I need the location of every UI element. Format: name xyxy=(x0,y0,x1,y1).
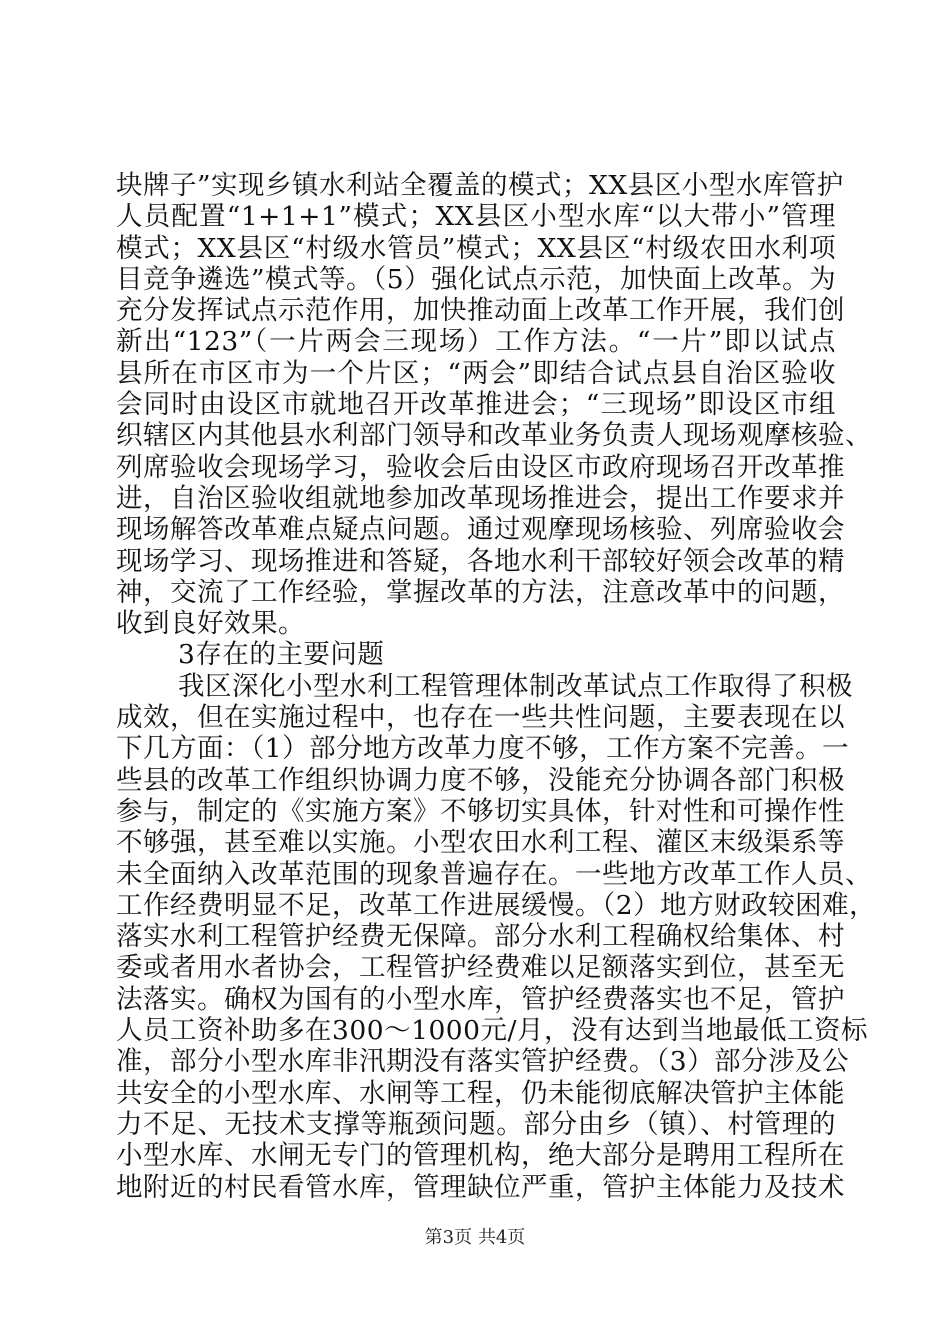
text-line: 现场学习、现场推进和答疑，各地水利干部较好领会改革的精 xyxy=(116,545,845,577)
text-line: 不够强，甚至难以实施。小型农田水利工程、灌区末级渠系等 xyxy=(116,827,845,859)
text-line: 小型水库、水闸无专门的管理机构，绝大部分是聘用工程所在 xyxy=(116,1140,845,1172)
text-line: 成效，但在实施过程中，也存在一些共性问题，主要表现在以 xyxy=(116,702,845,734)
text-line: 神，交流了工作经验，掌握改革的方法，注意改革中的问题， xyxy=(116,576,845,608)
text-line: 下几方面：（1）部分地方改革力度不够，工作方案不完善。一 xyxy=(116,733,850,765)
text-line: 收到良好效果。 xyxy=(116,608,305,640)
text-line: 模式；XX县区“村级水管员”模式；XX县区“村级农田水利项 xyxy=(116,232,836,264)
text-line: 落实水利工程管护经费无保障。部分水利工程确权给集体、村 xyxy=(116,921,845,953)
text-line: 目竞争遴选”模式等。（5）强化试点示范，加快面上改革。为 xyxy=(116,263,837,295)
text-line: 列席验收会现场学习，验收会后由设区市政府现场召开改革推 xyxy=(116,451,845,483)
section-heading: 3存在的主要问题 xyxy=(178,639,385,671)
text-line: 人员工资补助多在300～1000元/月，没有达到当地最低工资标 xyxy=(116,1015,868,1047)
text-line: 织辖区内其他县水利部门领导和改革业务负责人现场观摩核验、 xyxy=(116,420,872,452)
text-line: 地附近的村民看管水库，管理缺位严重，管护主体能力及技术 xyxy=(116,1171,845,1203)
text-line: 块牌子”实现乡镇水利站全覆盖的模式；XX县区小型水库管护 xyxy=(116,170,844,201)
text-line: 法落实。确权为国有的小型水库，管护经费落实也不足，管护 xyxy=(116,983,845,1015)
body-text xyxy=(116,170,877,1203)
text-line: 共安全的小型水库、水闸等工程，仍未能彻底解决管护主体能 xyxy=(116,1077,845,1109)
text-line: 新出“123”（一片两会三现场）工作方法。“一片”即以试点 xyxy=(116,326,836,358)
text-line: 县所在市区市为一个片区；“两会”即结合试点县自治区验收 xyxy=(116,357,836,389)
text-line: 人员配置“1+1+1”模式；XX县区小型水库“以大带小”管理 xyxy=(116,201,836,233)
text-line: 力不足、无技术支撑等瓶颈问题。部分由乡（镇）、村管理的 xyxy=(116,1108,836,1140)
text-line: 现场解答改革难点疑点问题。通过观摩现场核验、列席验收会 xyxy=(116,514,845,546)
text-line: 些县的改革工作组织协调力度不够，没能充分协调各部门积极 xyxy=(116,764,845,796)
text-line: 会同时由设区市就地召开改革推进会；“三现场”即设区市组 xyxy=(116,389,836,421)
text-line: 工作经费明显不足，改革工作进展缓慢。（2）地方财政较困难， xyxy=(116,889,877,921)
text-line: 充分发挥试点示范作用，加快推动面上改革工作开展，我们创 xyxy=(116,295,845,327)
text-line: 准，部分小型水库非汛期没有落实管护经费。（3）部分涉及公 xyxy=(116,1046,850,1078)
text-line: 我区深化小型水利工程管理体制改革试点工作取得了积极 xyxy=(178,670,853,702)
text-line: 参与，制定的《实施方案》不够切实具体，针对性和可操作性 xyxy=(116,795,845,827)
text-line: 委或者用水者协会，工程管护经费难以足额落实到位，甚至无 xyxy=(116,952,845,984)
page-number-footer: 第3页 共4页 xyxy=(424,1227,526,1248)
text-line: 未全面纳入改革范围的现象普遍存在。一些地方改革工作人员、 xyxy=(116,858,872,890)
text-line: 进，自治区验收组就地参加改革现场推进会，提出工作要求并 xyxy=(116,482,845,514)
